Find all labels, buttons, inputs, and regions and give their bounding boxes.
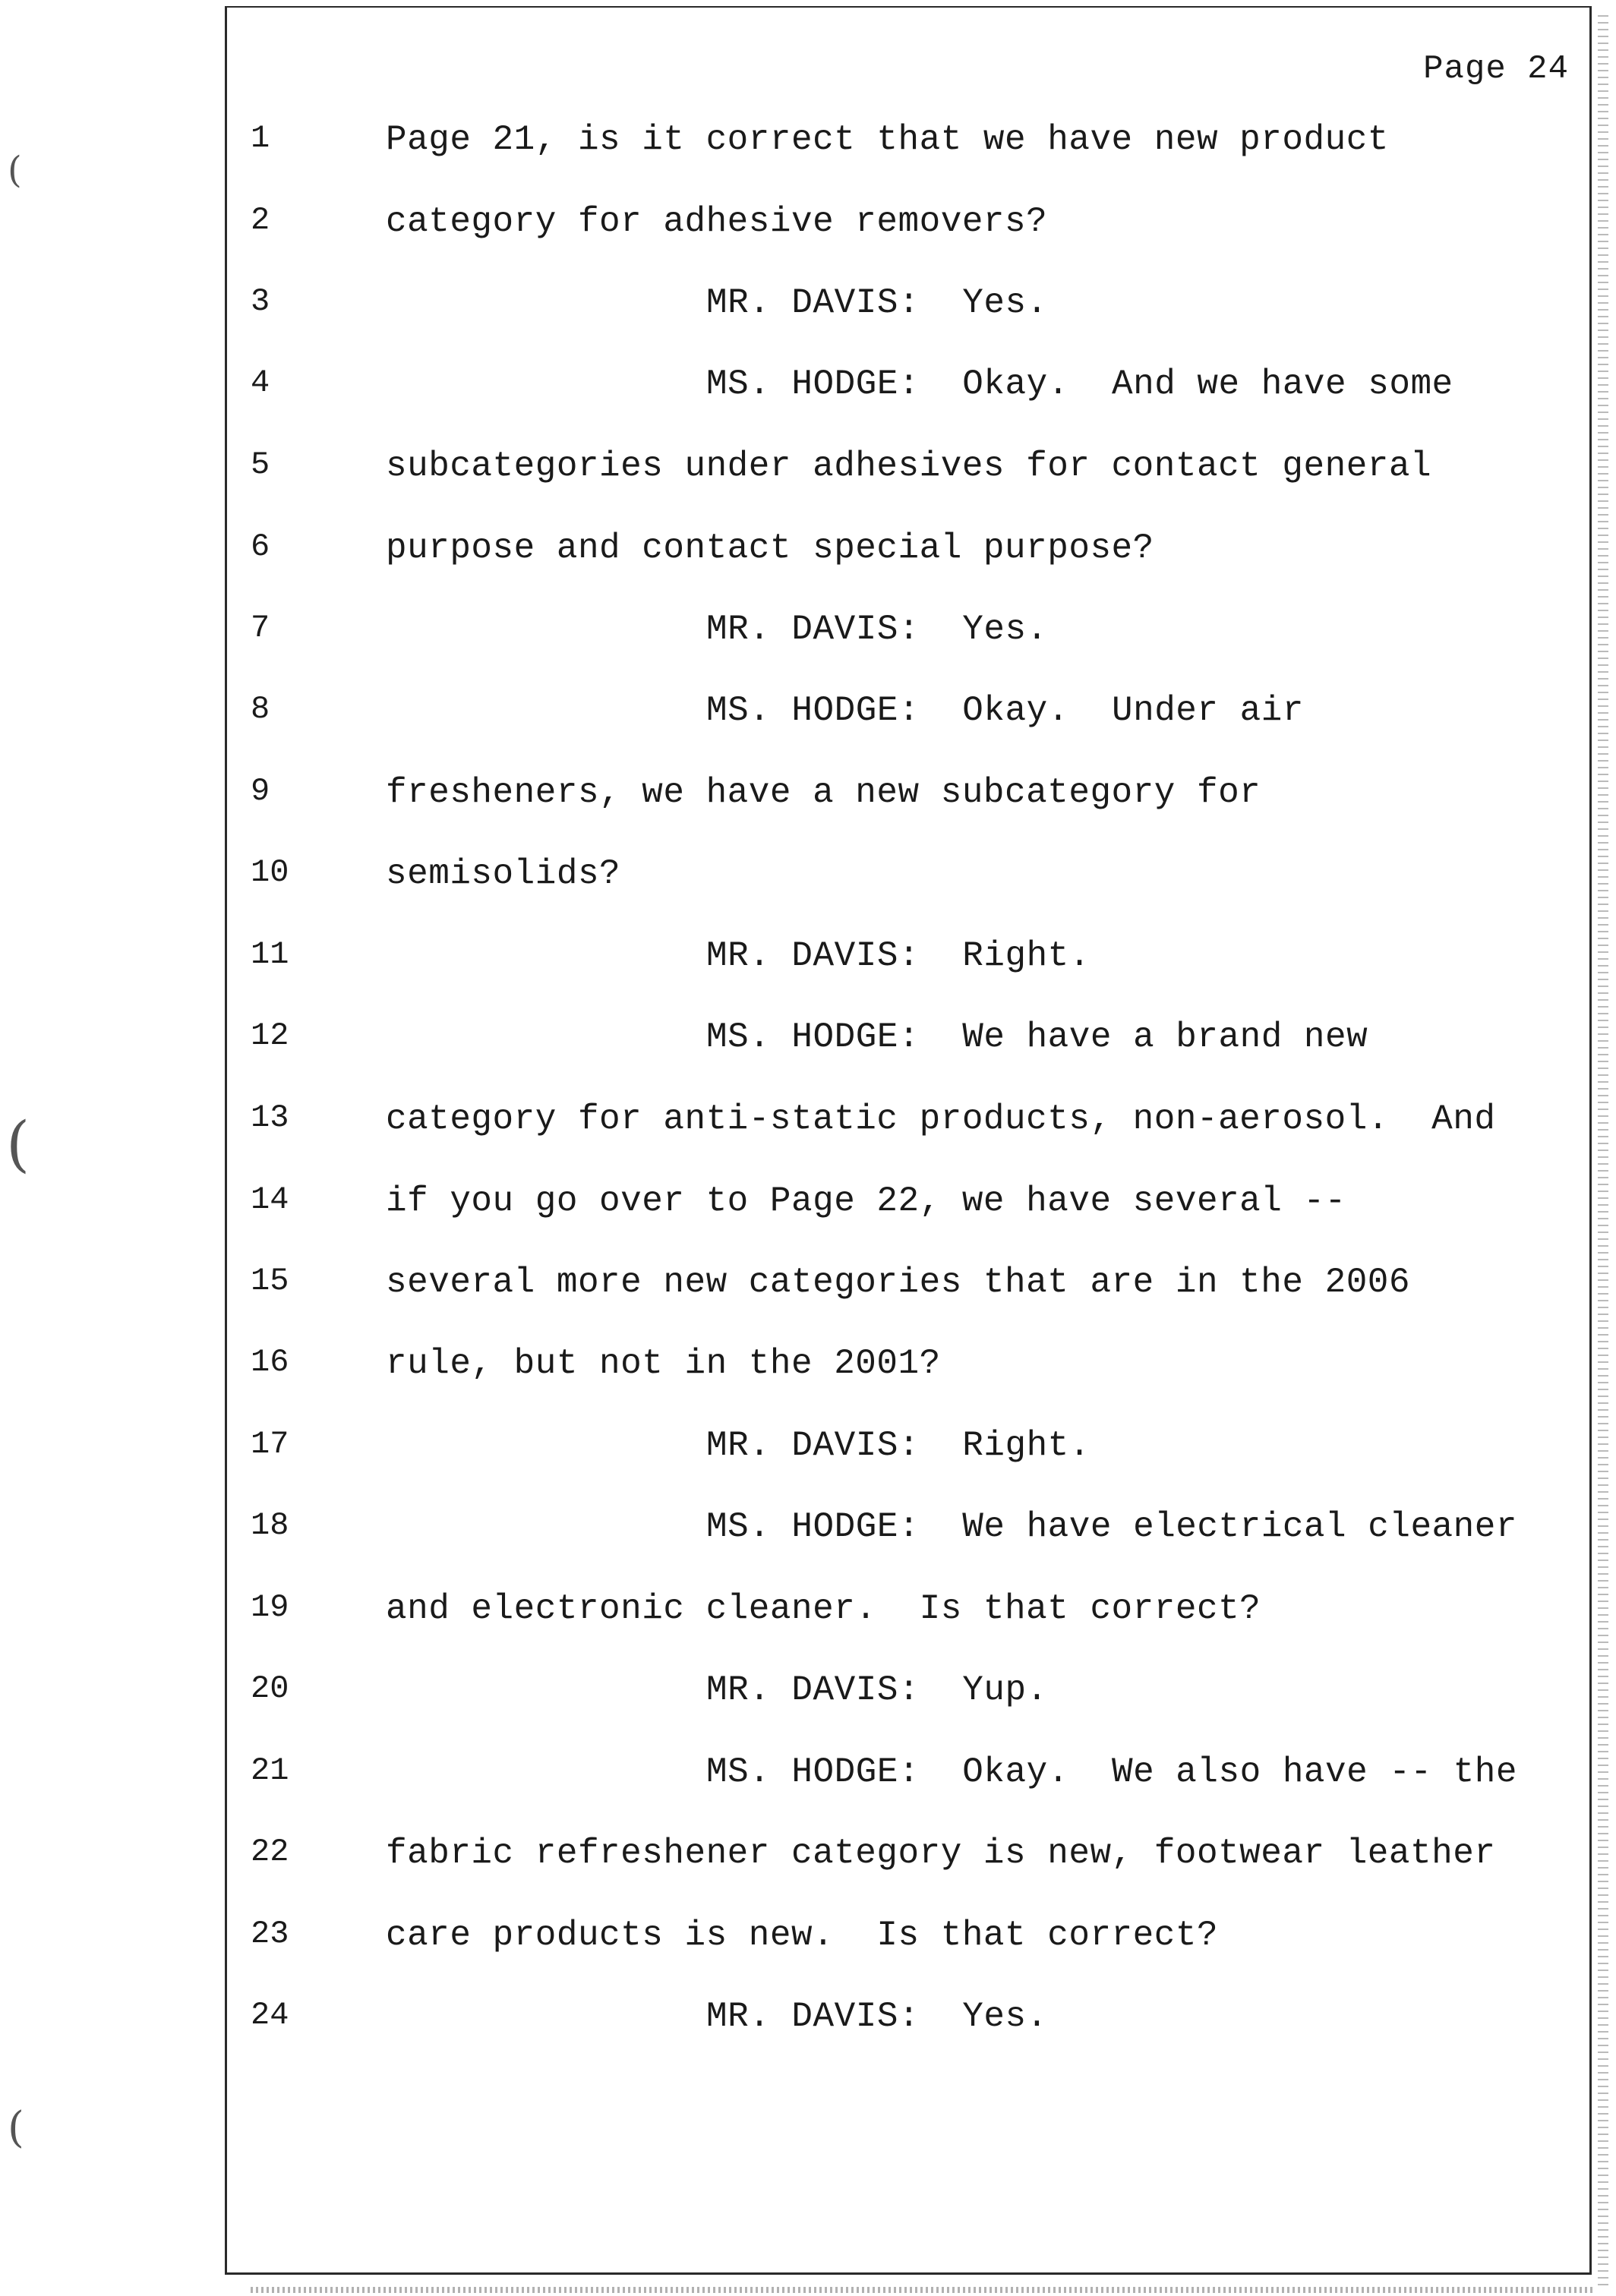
line-number: 9 (251, 773, 270, 809)
transcript-line (0, 528, 1616, 574)
line-number: 15 (251, 1263, 289, 1299)
line-number: 14 (251, 1181, 289, 1218)
transcript-line (0, 854, 1616, 900)
transcript-line (0, 773, 1616, 818)
line-number: 4 (251, 364, 270, 401)
line-text: purpose and contact special purpose? (386, 528, 1154, 568)
line-text: fabric refreshener category is new, footwear leather (386, 1834, 1496, 1873)
line-number: 22 (251, 1834, 289, 1870)
line-text: MR. DAVIS: Yes. (706, 1997, 1048, 2036)
transcript-line (0, 1426, 1616, 1471)
line-text: and electronic cleaner. Is that correct? (386, 1589, 1261, 1629)
margin-mark-middle: ( (6, 1109, 30, 1179)
line-text: several more new categories that are in the 2006 (386, 1263, 1411, 1302)
transcript-line (0, 1916, 1616, 1961)
line-number: 18 (251, 1507, 289, 1544)
line-number: 17 (251, 1426, 289, 1462)
line-number: 24 (251, 1997, 289, 2033)
line-text: subcategories under adhesives for contact general (386, 446, 1432, 486)
transcript-line (0, 283, 1616, 329)
transcript-line (0, 1181, 1616, 1227)
line-text: MR. DAVIS: Right. (706, 936, 1090, 976)
line-text: category for anti-static products, non-aerosol. And (386, 1099, 1496, 1139)
transcript-line (0, 1099, 1616, 1145)
margin-mark-top: ( (8, 149, 22, 191)
margin-mark-bottom: ( (8, 2103, 24, 2152)
transcript-line (0, 364, 1616, 410)
line-number: 1 (251, 120, 270, 156)
line-text: if you go over to Page 22, we have several -- (386, 1181, 1346, 1221)
line-number: 23 (251, 1916, 289, 1952)
transcript-line (0, 936, 1616, 982)
line-number: 8 (251, 691, 270, 727)
transcript-line (0, 1344, 1616, 1389)
line-text: MS. HODGE: Okay. Under air (706, 691, 1304, 730)
line-text: semisolids? (386, 854, 621, 894)
line-text: MR. DAVIS: Yes. (706, 283, 1048, 323)
line-text: MR. DAVIS: Yes. (706, 610, 1048, 649)
line-number: 21 (251, 1752, 289, 1789)
line-text: MR. DAVIS: Right. (706, 1426, 1090, 1465)
line-text: fresheners, we have a new subcategory for (386, 773, 1261, 812)
transcript-line (0, 610, 1616, 655)
transcript-line (0, 1017, 1616, 1063)
line-text: MS. HODGE: Okay. We also have -- the (706, 1752, 1517, 1792)
transcript-line (0, 446, 1616, 492)
transcript-line (0, 1589, 1616, 1635)
line-number: 16 (251, 1344, 289, 1380)
line-number: 19 (251, 1589, 289, 1626)
transcript-line (0, 1670, 1616, 1716)
transcript-line (0, 691, 1616, 736)
line-text: Page 21, is it correct that we have new product (386, 120, 1389, 159)
line-text: category for adhesive removers? (386, 202, 1048, 241)
line-text: MS. HODGE: We have a brand new (706, 1017, 1368, 1057)
line-number: 2 (251, 202, 270, 238)
line-text: care products is new. Is that correct? (386, 1916, 1219, 1955)
line-number: 7 (251, 610, 270, 646)
line-text: MS. HODGE: Okay. And we have some (706, 364, 1453, 404)
line-number: 12 (251, 1017, 289, 1054)
line-number: 5 (251, 446, 270, 483)
transcript-line (0, 1997, 1616, 2042)
line-number: 10 (251, 854, 289, 891)
line-number: 11 (251, 936, 289, 973)
line-number: 3 (251, 283, 270, 320)
line-number: 6 (251, 528, 270, 565)
transcript-line (0, 202, 1616, 248)
transcript-line (0, 1263, 1616, 1308)
line-text: rule, but not in the 2001? (386, 1344, 941, 1383)
line-number: 13 (251, 1099, 289, 1136)
transcript-line (0, 120, 1616, 166)
page-number: Page 24 (1423, 50, 1569, 88)
transcript-line (0, 1507, 1616, 1553)
transcript-line (0, 1834, 1616, 1879)
line-number: 20 (251, 1670, 289, 1707)
transcript-line (0, 1752, 1616, 1798)
line-text: MR. DAVIS: Yup. (706, 1670, 1048, 1710)
line-text: MS. HODGE: We have electrical cleaner (706, 1507, 1517, 1547)
